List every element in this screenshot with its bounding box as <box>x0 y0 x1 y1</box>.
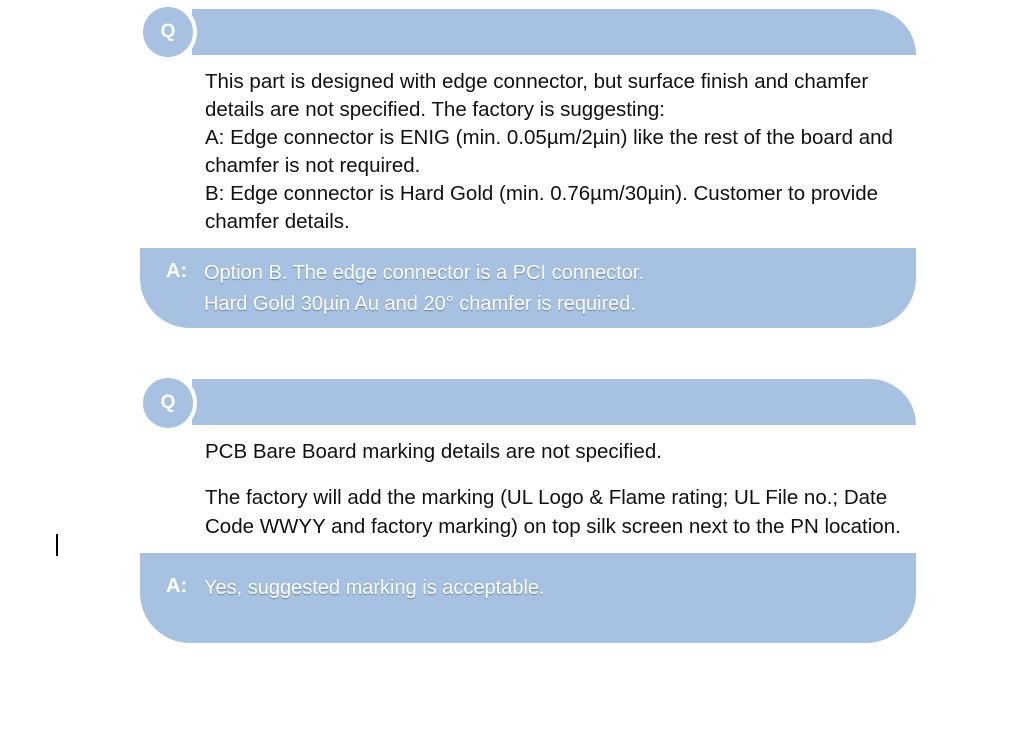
question-line: This part is designed with edge connector, but surface finish and chamfer <box>205 70 869 93</box>
question-line: The factory will add the marking (UL Logo & Flame rating; UL File no.; Date <box>205 486 888 509</box>
question-header-bar <box>192 379 916 425</box>
answer-line: Hard Gold 30µin Au and 20° chamfer is required. <box>204 293 636 315</box>
answer-line: Option B. The edge connector is a PCI connector. <box>204 262 644 284</box>
question-line: Code WWYY and factory marking) on top silk screen next to the PN location. <box>205 515 901 538</box>
answer-box <box>140 248 916 328</box>
answer-box <box>140 553 916 643</box>
question-line: chamfer details. <box>205 210 350 233</box>
question-line: details are not specified. The factory is suggesting: <box>205 98 665 121</box>
question-badge: Q <box>139 374 197 432</box>
question-paragraph: PCB Bare Board marking details are not specified. <box>205 440 662 463</box>
text-cursor <box>56 534 58 556</box>
question-line: A: Edge connector is ENIG (min. 0.05µm/2µin) like the rest of the board and <box>205 126 893 149</box>
question-line: B: Edge connector is Hard Gold (min. 0.76µm/30µin). Customer to provide <box>205 182 879 205</box>
answer-text <box>204 258 904 320</box>
answer-label: A: <box>166 260 188 282</box>
answer-label: A: <box>166 575 188 597</box>
answer-text <box>204 573 904 604</box>
question-header-bar <box>192 9 916 55</box>
answer-line: Yes, suggested marking is acceptable. <box>204 577 545 599</box>
question-line: chamfer is not required. <box>205 154 421 177</box>
question-badge: Q <box>139 3 197 61</box>
question-text <box>205 437 917 541</box>
question-text <box>205 68 917 236</box>
